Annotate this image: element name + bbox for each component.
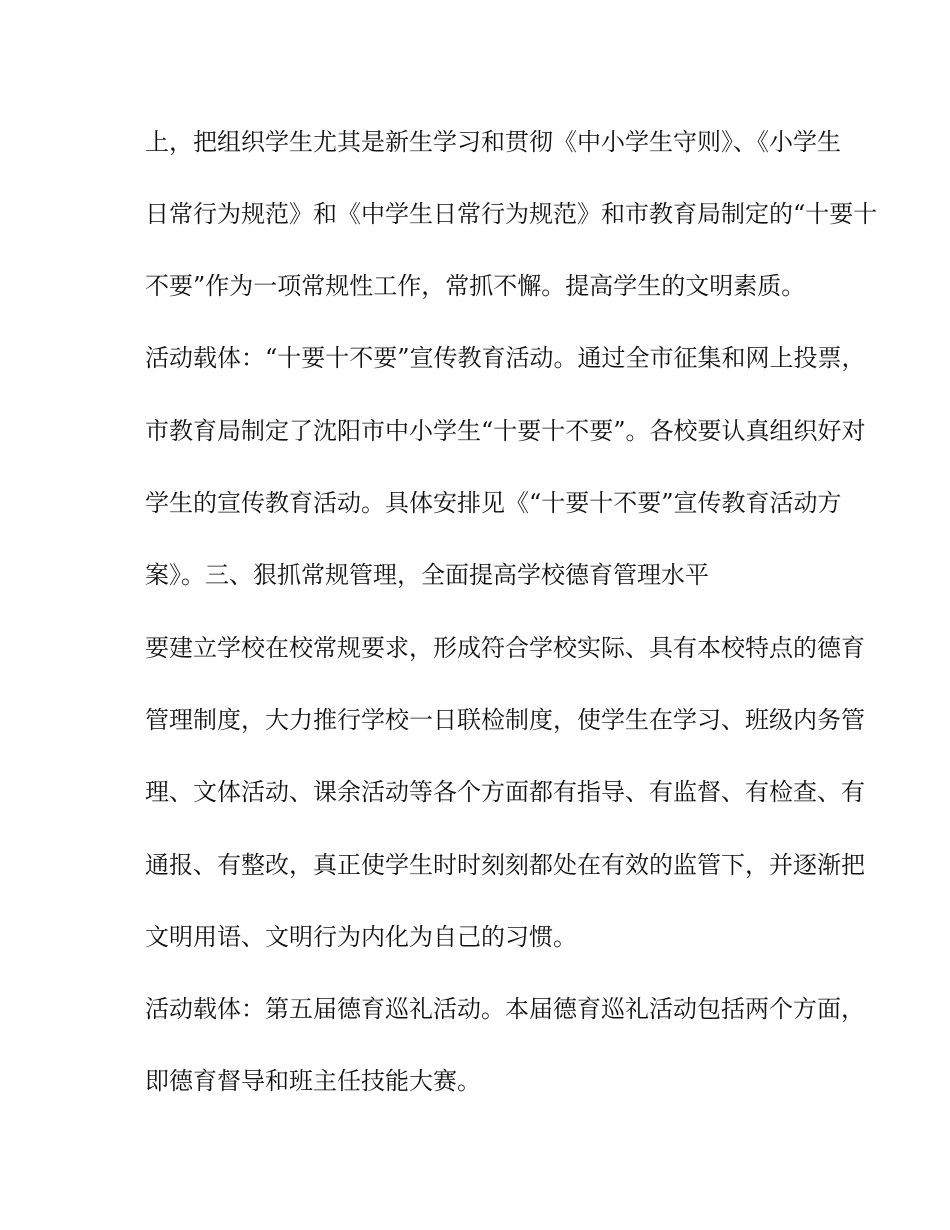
text-line: 理、文体活动、课余活动等各个方面都有指导、有监督、有检查、有 [145,778,865,806]
text-line: 不要”作为一项常规性工作，常抓不懈。提高学生的文明素质。 [145,272,806,300]
text-line: 活动载体：第五届德育巡礼活动。本届德育巡礼活动包括两个方面， [145,995,865,1023]
text-line: 即德育督导和班主任技能大赛。 [145,1067,481,1095]
text-line: 通报、有整改，真正使学生时时刻刻都处在有效的监管下，并逐渐把 [145,851,865,879]
text-line: 要建立学校在校常规要求，形成符合学校实际、具有本校特点的德育 [145,634,865,662]
text-line: 文明用语、文明行为内化为自己的习惯。 [145,923,577,951]
text-line: 市教育局制定了沈阳市中小学生“十要十不要”。各校要认真组织好对 [145,417,866,445]
text-line: 学生的宣传教育活动。具体安排见《“十要十不要”宣传教育活动方 [145,489,842,517]
text-line: 案》。三、狠抓常规管理，全面提高学校德育管理水平 [145,561,709,589]
text-line: 管理制度，大力推行学校一日联检制度，使学生在学习、班级内务管 [145,706,865,734]
text-line: 日常行为规范》和《中学生日常行为规范》和市教育局制定的“十要十 [145,200,878,228]
text-line: 上，把组织学生尤其是新生学习和贯彻《中小学生守则》、《小学生 [145,128,841,156]
text-line: 活动载体：“十要十不要”宣传教育活动。通过全市征集和网上投票， [145,344,866,372]
